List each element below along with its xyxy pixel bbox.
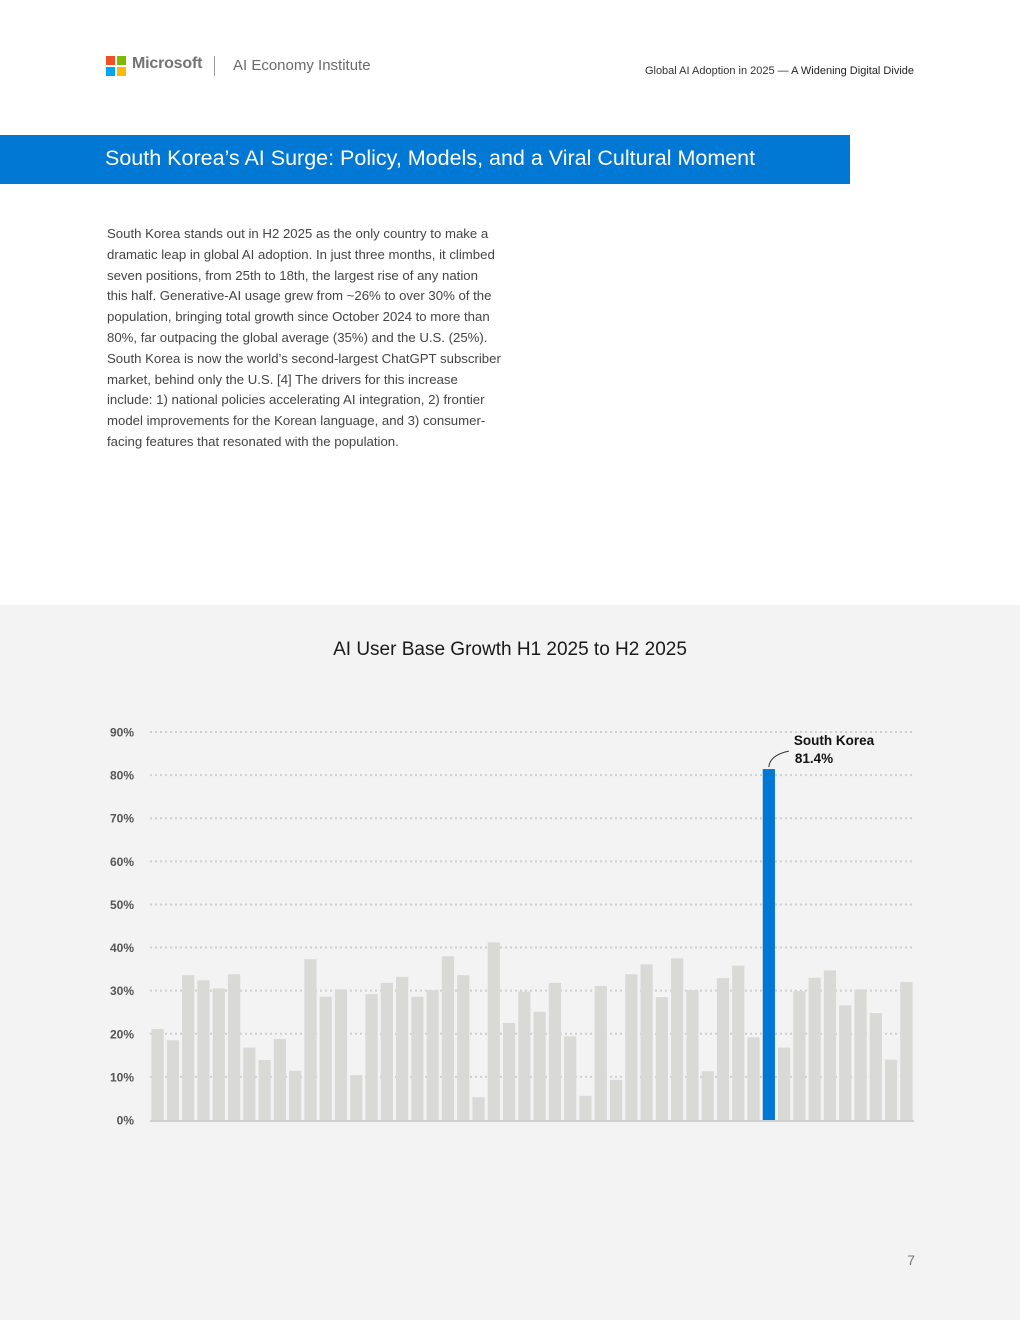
bar <box>243 1048 255 1120</box>
header-divider <box>214 56 215 76</box>
bar <box>472 1097 484 1120</box>
bar <box>381 983 393 1120</box>
bar <box>732 966 744 1120</box>
bar <box>396 977 408 1120</box>
bar <box>595 986 607 1120</box>
bar <box>534 1012 546 1120</box>
annotation-leader <box>769 751 789 767</box>
bar <box>640 964 652 1120</box>
bar <box>839 1005 851 1120</box>
institute-name: AI Economy Institute <box>233 57 371 74</box>
bar <box>778 1048 790 1120</box>
highlight-bar <box>763 769 775 1120</box>
bar <box>167 1040 179 1120</box>
bar <box>809 978 821 1120</box>
bar <box>793 991 805 1120</box>
body-text <box>107 224 502 453</box>
y-tick-label: 80% <box>109 768 134 783</box>
bar <box>457 975 469 1120</box>
page-header <box>0 0 1020 110</box>
bar <box>182 975 194 1120</box>
microsoft-logo-icon <box>106 56 126 76</box>
bar <box>549 983 561 1120</box>
bar <box>304 959 316 1120</box>
bar <box>274 1039 286 1120</box>
y-tick-label: 20% <box>109 1027 134 1042</box>
y-tick-label: 30% <box>109 984 134 999</box>
document-title-plain: Global AI Adoption in 2025 — <box>644 65 792 77</box>
annotation-country: South Korea <box>793 733 875 749</box>
bar <box>900 982 912 1120</box>
bar <box>258 1060 270 1120</box>
bar-chart <box>0 605 1020 1320</box>
bar <box>579 1096 591 1120</box>
section-banner <box>0 135 850 184</box>
bar <box>442 956 454 1120</box>
bar <box>656 997 668 1120</box>
bar <box>488 942 500 1120</box>
y-tick-label: 40% <box>109 941 134 956</box>
bar <box>885 1060 897 1120</box>
bar <box>686 990 698 1120</box>
bar <box>702 1071 714 1120</box>
bar <box>427 990 439 1120</box>
document-title <box>645 65 914 77</box>
bar <box>625 974 637 1120</box>
body-paragraph: South Korea stands out in H2 2025 as the only country to make a dramatic leap in global AI adoption. In just three months, it climbed seven positions, from 25th to 18th, the largest rise of any nation this half. Generative-AI usage grew from ~26% to over 30% of the population, bringing total growth since October 2024 to more than 80%, far outpacing the global average (35%) and the U.S. (25%). South Korea is now the world’s second-largest ChatGPT subscriber market, behind only the U.S. [4] The drivers for this increase include: 1) national policies accelerating AI integration, 2) frontier model improvements for the Korean language, and 3) consumer-facing features that resonated with the population. <box>107 226 501 449</box>
annotation-value: 81.4% <box>794 751 834 767</box>
page-number: 7 <box>907 1252 915 1268</box>
bar <box>228 974 240 1120</box>
bar <box>350 1075 362 1120</box>
bar <box>411 997 423 1120</box>
bar <box>671 958 683 1120</box>
bar <box>365 994 377 1120</box>
bar <box>197 980 209 1120</box>
bar <box>747 1037 759 1120</box>
y-tick-label: 10% <box>109 1070 134 1085</box>
bar <box>564 1036 576 1120</box>
bar <box>854 989 866 1120</box>
chart-panel <box>0 605 1020 1320</box>
bar <box>870 1013 882 1120</box>
bar <box>717 978 729 1120</box>
y-tick-label: 0% <box>116 1113 134 1128</box>
y-tick-label: 50% <box>109 897 134 912</box>
y-tick-label: 90% <box>109 725 134 740</box>
bar <box>610 1080 622 1120</box>
bar <box>503 1023 515 1120</box>
y-tick-label: 70% <box>109 811 134 826</box>
bar <box>518 992 530 1120</box>
bar <box>289 1071 301 1120</box>
bar <box>824 970 836 1120</box>
bar <box>213 989 225 1120</box>
chart-title: AI User Base Growth H1 2025 to H2 2025 <box>333 639 687 660</box>
section-title: South Korea’s AI Surge: Policy, Models, and a Viral Cultural Moment <box>105 146 756 170</box>
bar <box>335 989 347 1120</box>
brand-name: Microsoft <box>132 55 203 72</box>
bar <box>152 1029 164 1120</box>
bar <box>320 997 332 1120</box>
y-tick-label: 60% <box>109 854 134 869</box>
document-title-emphasis: A Widening Digital Divide <box>791 65 914 77</box>
